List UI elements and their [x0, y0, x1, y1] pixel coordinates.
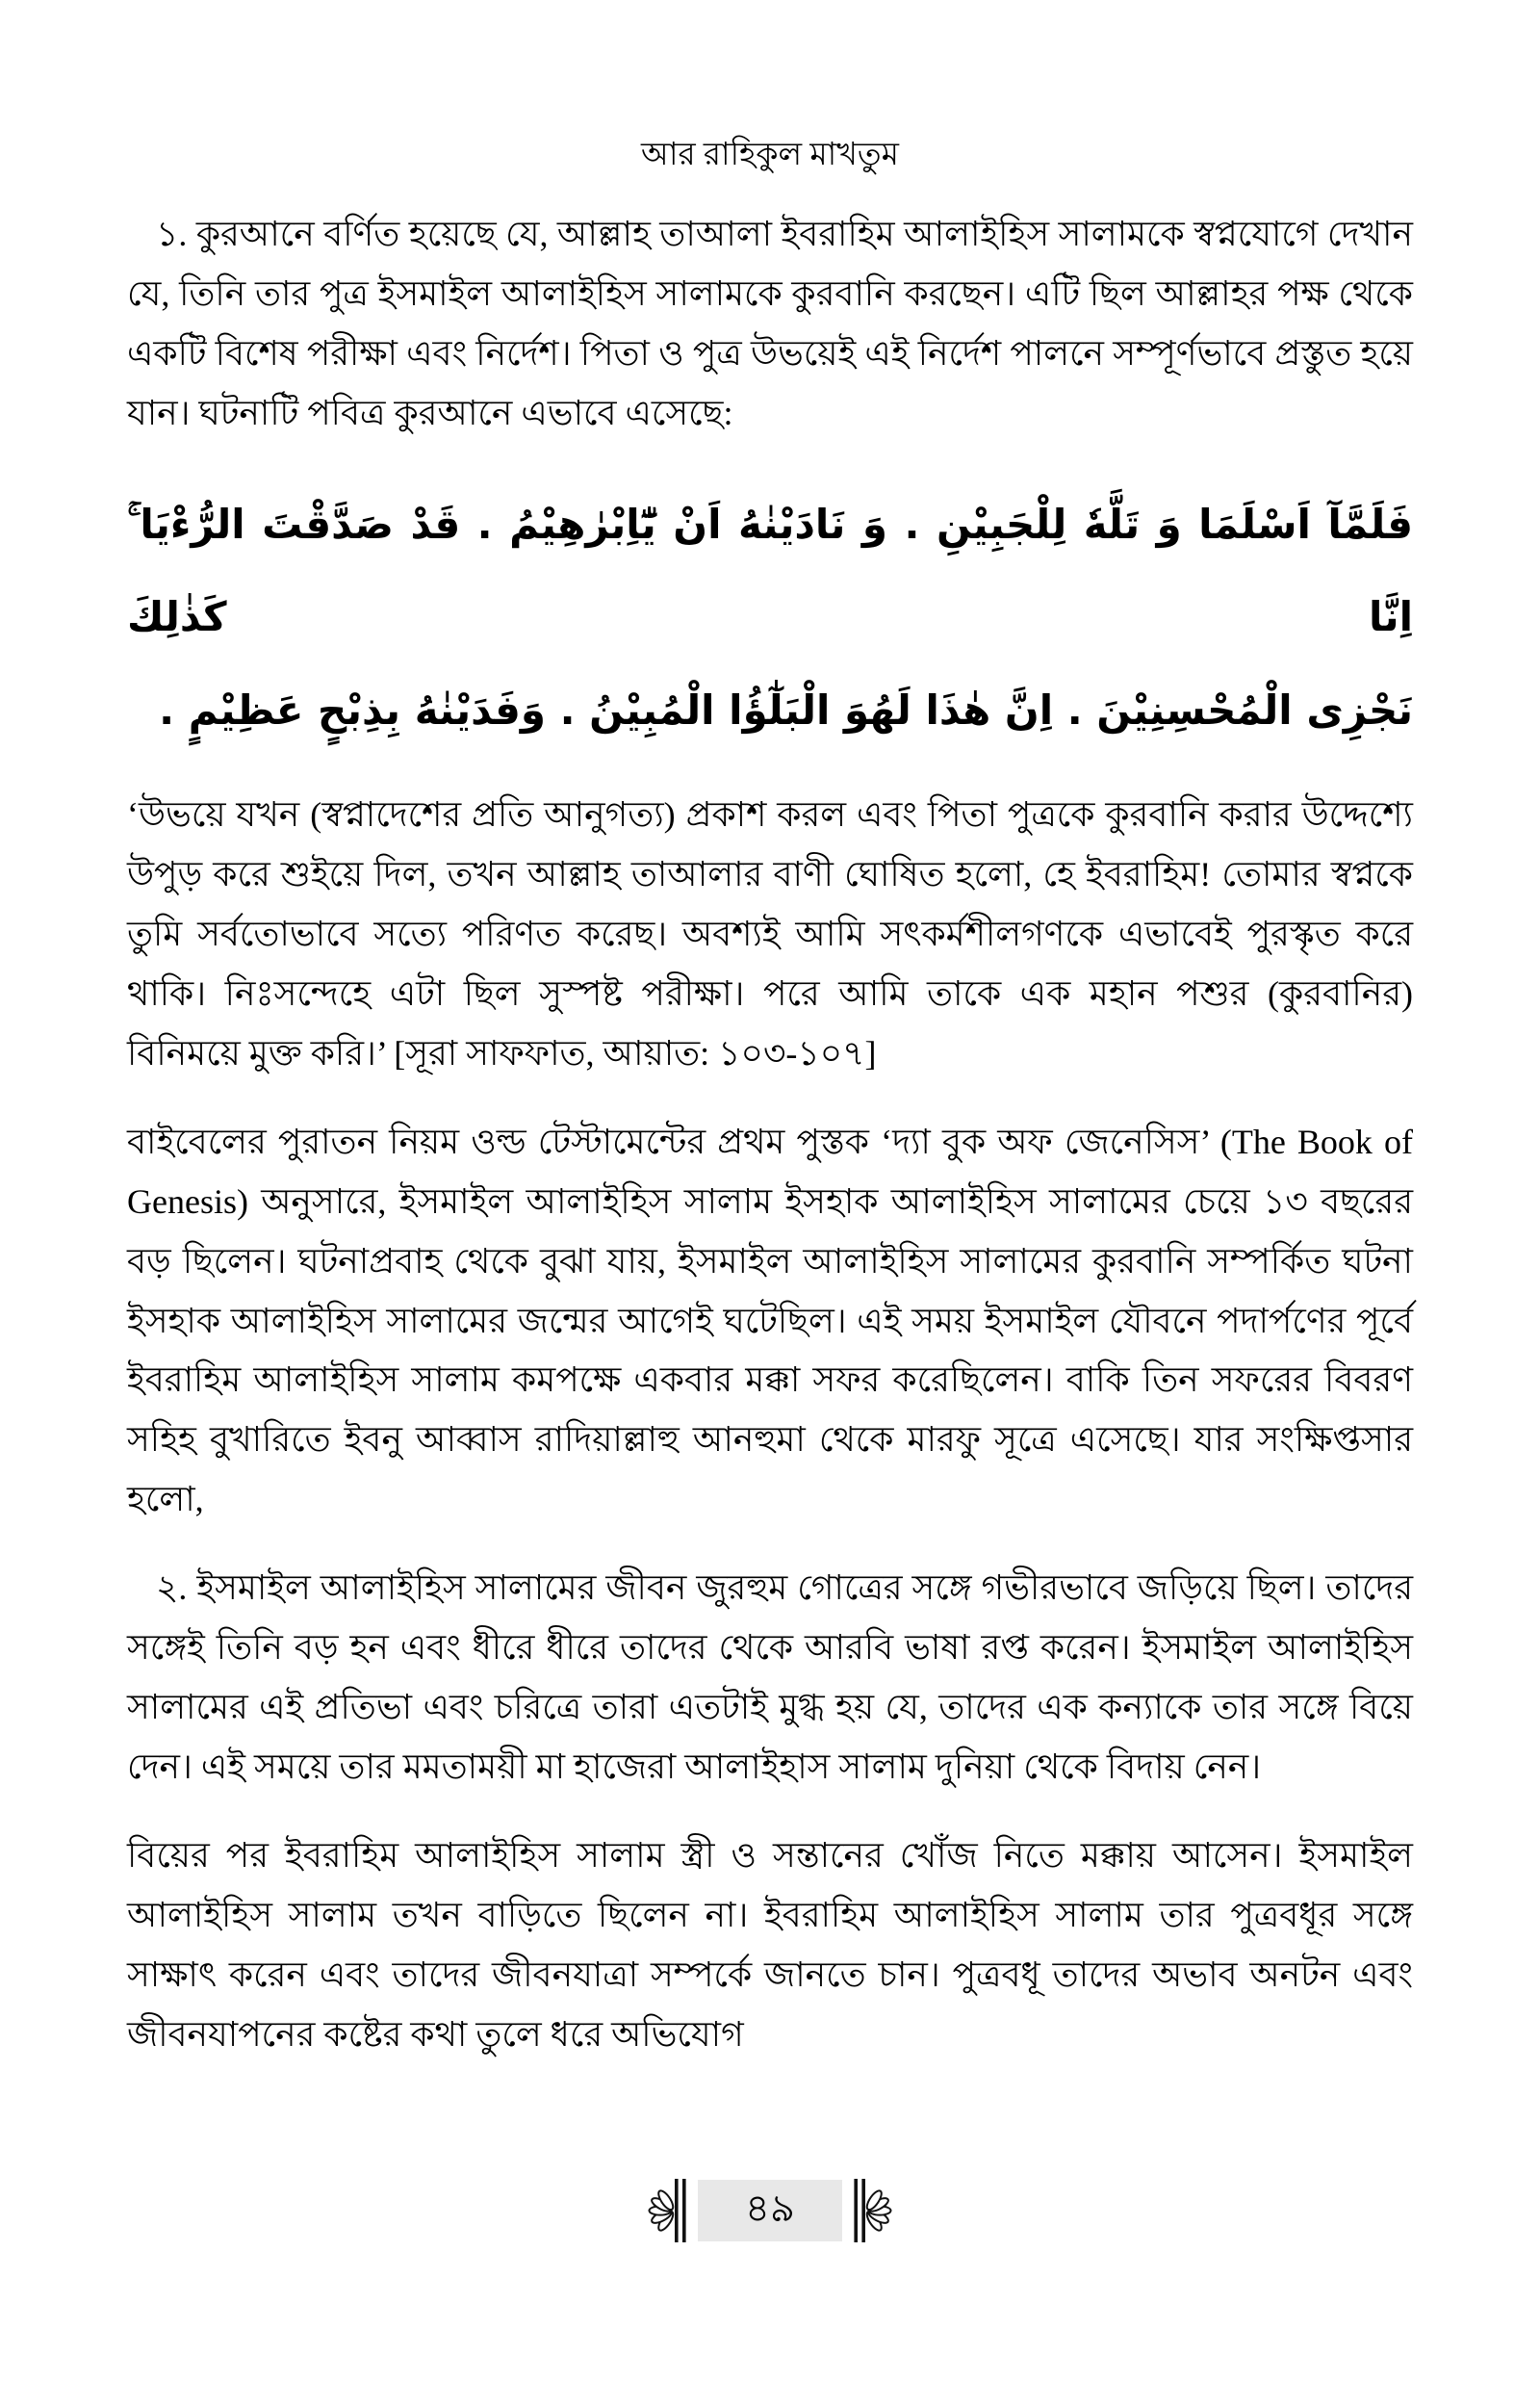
page-number: ৪৯	[698, 2180, 842, 2241]
arabic-verse-line-2: نَجْزِى الْمُحْسِنِيْنَ . اِنَّ هٰذَا لَهُوَ الْبَلٰٓؤُا الْمُبِيْنُ . وَفَدَيْنٰهُ بِذِبْحٍ عَظِيْمٍ .	[159, 686, 1413, 734]
running-head-title: আর রাহিকুল মাখতুম	[641, 138, 899, 172]
paragraph-verse-translation: ‘উভয়ে যখন (স্বপ্নাদেশের প্রতি আনুগত্য) প্রকাশ করল এবং পিতা পুত্রকে কুরবানি করার উদ্দেশ্যে উপুড় করে শুইয়ে দিল, তখন আল্লাহ তাআলার বাণী ঘোষিত হলো, হে ইবরাহিম! তোমার স্বপ্নকে তুমি সর্বতোভাবে সত্যে পরিণত করেছ। অবশ্যই আমি সৎকর্মশীলগণকে এভাবেই পুরস্কৃত করে থাকি। নিঃসন্দেহে এটা ছিল সুস্পষ্ট পরীক্ষা। পরে আমি তাকে এক মহান পশুর (কুরবানির) বিনিময়ে মুক্ত করি।’ [সূরা সাফফাত, আয়াত: ১০৩-১০৭]	[127, 795, 1413, 1073]
page-footer	[0, 2178, 1540, 2243]
paragraph-2-jurhum-tribe: ২. ইসমাইল আলাইহিস সালামের জীবন জুরহুম গোত্রের সঙ্গে গভীরভাবে জড়িয়ে ছিল। তাদের সঙ্গেই তিনি বড় হন এবং ধীরে ধীরে তাদের থেকে আরবি ভাষা রপ্ত করেন। ইসমাইল আলাইহিস সালামের এই প্রতিভা এবং চরিত্রে তারা এতটাই মুগ্ধ হয় যে, তাদের এক কন্যাকে তার সঙ্গে বিয়ে দেন। এই সময়ে তার মমতাময়ী মা হাজেরা আলাইহাস সালাম দুনিয়া থেকে বিদায় নেন।	[127, 1568, 1413, 1786]
arabic-verse-line-1: فَلَمَّآ اَسْلَمَا وَ تَلَّهٗ لِلْجَبِيْنِ . وَ نَادَيْنٰهُ اَنْ يّٰٓاِبْرٰهِيْمُ . قَدْ صَدَّقْتَ الرُّءْيَا ۚ اِنَّا كَذٰلِكَ	[127, 500, 1413, 641]
paragraph-3-ibrahim-visit: বিয়ের পর ইবরাহিম আলাইহিস সালাম স্ত্রী ও সন্তানের খোঁজ নিতে মক্কায় আসেন। ইসমাইল আলাইহিস সালাম তখন বাড়িতে ছিলেন না। ইবরাহিম আলাইহিস সালাম তার পুত্রবধূর সঙ্গে সাক্ষাৎ করেন এবং তাদের জীবনযাত্রা সম্পর্কে জানতে চান। পুত্রবধূ তাদের অভাব অনটন এবং জীবনযাপনের কষ্টের কথা তুলে ধরে অভিযোগ	[127, 1835, 1413, 2054]
footer-floral-ornament-right	[852, 2178, 896, 2243]
paragraph-bible-genesis: বাইবেলের পুরাতন নিয়ম ওল্ড টেস্টামেন্টের প্রথম পুস্তক ‘দ্যা বুক অফ জেনেসিস’ (The Book of Genesis) অনুসারে, ইসমাইল আলাইহিস সালাম ইসহাক আলাইহিস সালামের চেয়ে ১৩ বছরের বড় ছিলেন। ঘটনাপ্রবাহ থেকে বুঝা যায়, ইসমাইল আলাইহিস সালামের কুরবানি সম্পর্কিত ঘটনা ইসহাক আলাইহিস সালামের জন্মের আগেই ঘটেছিল। এই সময় ইসমাইল যৌবনে পদার্পণের পূর্বে ইবরাহিম আলাইহিস সালাম কমপক্ষে একবার মক্কা সফর করেছিলেন। বাকি তিন সফরের বিবরণ সহিহ বুখারিতে ইবনু আব্বাস রাদিয়াল্লাহু আনহুমা থেকে মারফু সূত্রে এসেছে। যার সংক্ষিপ্তসার হলো,	[127, 1122, 1413, 1519]
footer-floral-ornament-left	[644, 2178, 688, 2243]
arabic-verse-block	[127, 479, 1413, 758]
paragraph-1-quran-narration: ১. কুরআনে বর্ণিত হয়েছে যে, আল্লাহ তাআলা ইবরাহিম আলাইহিস সালামকে স্বপ্নযোগে দেখান যে, তিনি তার পুত্র ইসমাইল আলাইহিস সালামকে কুরবানি করছেন। এটি ছিল আল্লাহর পক্ষ থেকে একটি বিশেষ পরীক্ষা এবং নির্দেশ। পিতা ও পুত্র উভয়েই এই নির্দেশ পালনে সম্পূর্ণভাবে প্রস্তুত হয়ে যান। ঘটনাটি পবিত্র কুরআনে এভাবে এসেছে:	[127, 214, 1413, 432]
